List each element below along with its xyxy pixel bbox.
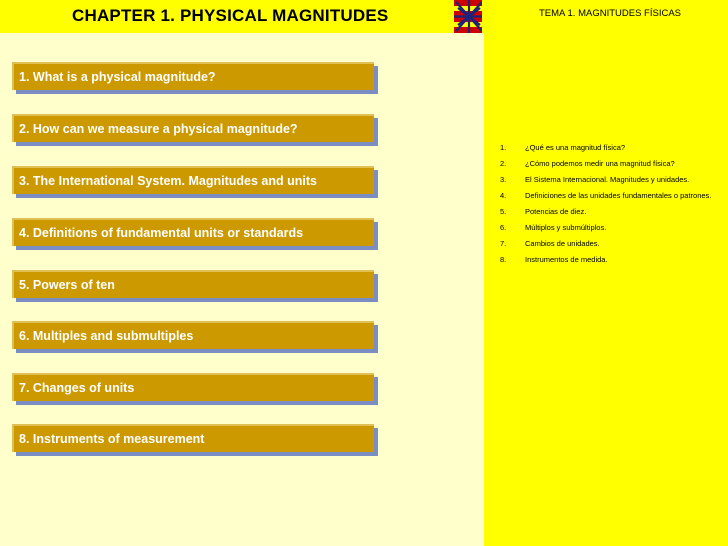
topic-item (484, 252, 728, 268)
topic-text: ¿Cómo podemos medir una magnitud física? (525, 159, 675, 168)
topic-number: 6. (500, 223, 507, 232)
topic-text: Cambios de unidades. (525, 239, 600, 248)
topic-number: 7. (500, 239, 507, 248)
topic-number: 8. (500, 255, 507, 264)
menu-button-6[interactable] (12, 321, 374, 349)
menu-button-label: 6. Multiples and submultiples (19, 329, 194, 343)
menu-button-1[interactable] (12, 62, 374, 90)
topic-text: Instrumentos de medida. (525, 255, 608, 264)
menu-button-label: 7. Changes of units (19, 381, 135, 395)
menu-button-label: 8. Instruments of measurement (19, 432, 205, 446)
menu-button-label: 1. What is a physical magnitude? (19, 70, 216, 84)
menu-button-5[interactable] (12, 270, 374, 298)
topic-text: El Sistema Internacional. Magnitudes y unidades. (525, 175, 690, 184)
topic-number: 1. (500, 143, 507, 152)
topic-item (484, 236, 728, 252)
topic-text: Definiciones de las unidades fundamentales o patrones. (525, 191, 712, 200)
topic-item (484, 140, 728, 156)
menu-button-8[interactable] (12, 424, 374, 452)
topic-number: 4. (500, 191, 507, 200)
menu-button-4[interactable] (12, 218, 374, 246)
topic-item (484, 204, 728, 220)
topic-text: Múltiplos y submúltiplos. (525, 223, 607, 232)
topic-number: 5. (500, 207, 507, 216)
topic-panel (484, 0, 728, 546)
topic-item (484, 220, 728, 236)
menu-button-label: 5. Powers of ten (19, 278, 115, 292)
topic-item (484, 188, 728, 204)
flag-icon (454, 0, 486, 33)
topic-item (484, 172, 728, 188)
topic-text: Potencias de diez. (525, 207, 587, 216)
topic-title: TEMA 1. MAGNITUDES FÍSICAS (539, 8, 681, 19)
menu-button-label: 2. How can we measure a physical magnitude? (19, 122, 298, 136)
title-bar (0, 0, 454, 33)
menu-button-label: 4. Definitions of fundamental units or standards (19, 226, 304, 240)
menu-button-label: 3. The International System. Magnitudes and units (19, 174, 317, 188)
menu-button-7[interactable] (12, 373, 374, 401)
chapter-title: CHAPTER 1. PHYSICAL MAGNITUDES (72, 6, 389, 25)
topic-list (484, 140, 728, 268)
menu-button-2[interactable] (12, 114, 374, 142)
topic-text: ¿Qué es una magnitud física? (525, 143, 626, 152)
topic-number: 3. (500, 175, 507, 184)
menu-button-3[interactable] (12, 166, 374, 194)
topic-number: 2. (500, 159, 507, 168)
topic-item (484, 156, 728, 172)
